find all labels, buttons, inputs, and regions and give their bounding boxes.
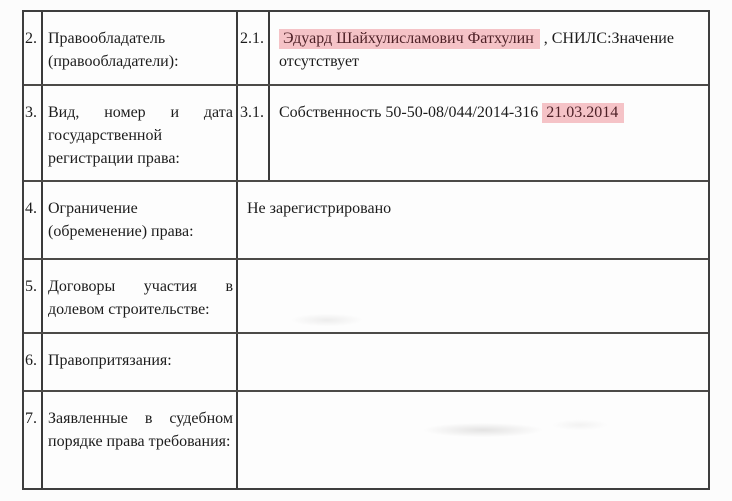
table-row-claims <box>24 334 708 392</box>
restriction-value-text: Не зарегистрировано <box>247 200 392 217</box>
row-number: 5. <box>24 260 43 332</box>
row-label: Договоры участия в долевом строительстве: <box>43 260 238 332</box>
property-rights-table <box>22 10 710 490</box>
table-row-rightholder <box>24 12 708 86</box>
row-label: Заявленные в судебном порядке права требования: <box>43 392 238 488</box>
row-value <box>238 182 708 258</box>
row-label: Правообладатель (правообладатели): <box>43 12 238 84</box>
row-value-empty <box>238 334 708 390</box>
ownership-number-text: Собственность 50-50-08/044/2014-316 <box>279 104 543 121</box>
table-row-restriction <box>24 182 708 260</box>
row-number: 3. <box>24 86 43 180</box>
row-value-empty <box>238 260 708 332</box>
table-row-shared-construction <box>24 260 708 334</box>
row-label: Правопритязания: <box>43 334 238 390</box>
row-subnumber: 2.1. <box>238 12 270 84</box>
row-number: 6. <box>24 334 43 390</box>
row-value <box>270 86 708 180</box>
row-value <box>270 12 708 84</box>
snils-text: , СНИЛС:Значение отсутствует <box>279 30 674 70</box>
row-number: 4. <box>24 182 43 258</box>
highlighted-registration-date: 21.03.2014 <box>542 103 624 123</box>
row-label: Вид, номер и дата государственной регистрации права: <box>43 86 238 180</box>
table-row-court-claims <box>24 392 708 488</box>
row-subnumber: 3.1. <box>238 86 270 180</box>
row-label: Ограничение (обременение) права: <box>43 182 238 258</box>
row-value-empty <box>238 392 708 488</box>
highlighted-owner-name: Эдуард Шайхулисламович Фатхулин <box>279 29 540 49</box>
table-row-registration <box>24 86 708 182</box>
row-number: 7. <box>24 392 43 488</box>
row-number: 2. <box>24 12 43 84</box>
